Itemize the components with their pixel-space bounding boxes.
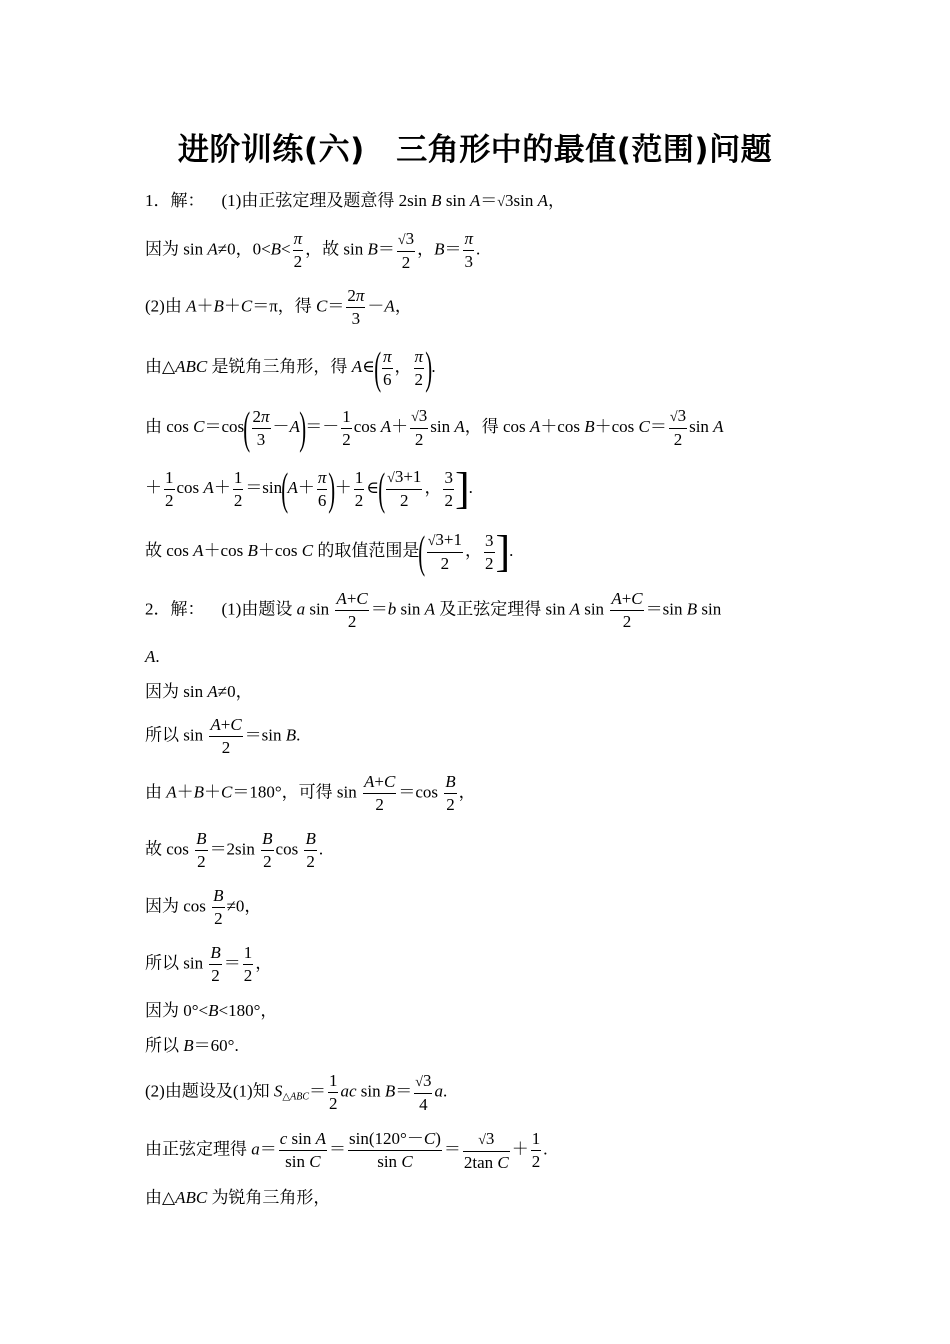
p1-line3: (2)由 A＋B＋C＝π，得 C＝ $\frac{2\pi}{3}$ －A， <box>145 286 412 328</box>
p2-line12: 由正弦定理得 a＝ $\frac{\text{c sin A}}{\text{sin C}}$ ＝ $\frac{\sin(120^\circ-C)}{\text{sin C}}$ ＝ $\frac{√3}{\text{2tan C}}$ ＋ $\frac{1}{2}$ . <box>145 1129 548 1172</box>
p1-line7: 故 cos A＋cos B＋cos C 的取值范围是( $\frac{√3+1}{2}$ ， $\frac{3}{2}$ ]. <box>145 526 514 577</box>
p2-line13: 由△ABC 为锐角三角形， <box>145 1188 331 1207</box>
p1-line4: 由△ABC 是锐角三角形，得 A∈( $\frac{\pi}{6}$ ， $\frac{\pi}{2}$ ). <box>145 342 436 393</box>
p2-line10: 所以 B＝60°. <box>145 1036 239 1055</box>
p2-line9: 因为 0°<B<180°， <box>145 1001 278 1020</box>
p2-line3: 因为 sin A≠0， <box>145 682 253 701</box>
p2-line5: 由 A＋B＋C＝180°，可得 sin $\frac{A+C}{2}$ ＝cos $\frac{B}{2}$ ， <box>145 772 476 814</box>
p2-line6: 故 cos $\frac{B}{2}$ ＝2sin $\frac{B}{2}$ cos $\frac{B}{2}$ . <box>145 829 324 871</box>
p2-line2: A. <box>145 647 160 666</box>
p2-line7: 因为 cos $\frac{B}{2}$ ≠0， <box>145 886 262 928</box>
p2-line11: (2)由题设及(1)知 $S_{\triangle ABC}=$ $\frac{1}{2}$ ac sin B＝ $\frac{√3}{4}$ a. <box>145 1071 448 1114</box>
p1-line6: ＋ $\frac{1}{2}$ cos A＋ $\frac{1}{2}$ ＝sin(A＋ $\frac{\pi}{6}$ )＋ $\frac{1}{2}$ ∈( $\frac{√3+1}{2}$ ， $\frac{3}{2}$ ]. <box>145 463 473 514</box>
page-title: 进阶训练(六) 三角形中的最值(范围)问题 <box>177 132 773 168</box>
p2-line8: 所以 sin $\frac{B}{2}$ ＝ $\frac{1}{2}$ ， <box>145 943 273 985</box>
p2-line1: 2．解： (1)由题设 a sin $\frac{A+C}{2}$ ＝b sin A 及正弦定理得 sin A sin $\frac{A+C}{2}$ ＝sin B sin <box>145 589 722 631</box>
p1-line5: 由 cos C＝cos( $\frac{2\pi}{3}$ －A)＝－ $\frac{1}{2}$ cos A＋ $\frac{√3}{2}$ sin A，得 cos A＋cos B＋cos C＝ $\frac{√3}{2}$ sin A <box>145 402 724 453</box>
p2-line4: 所以 sin $\frac{A+C}{2}$ ＝sin B. <box>145 715 301 757</box>
p1-line2: 因为 sin A≠0，0<B< $\frac{\pi}{2}$ ，故 sin B＝ $\frac{√3}{2}$ ，B＝ $\frac{\pi}{3}$ . <box>145 229 481 272</box>
p1-line1: 1．解： (1)由正弦定理及题意得 2sin B sin A＝√3sin A， <box>145 191 565 210</box>
